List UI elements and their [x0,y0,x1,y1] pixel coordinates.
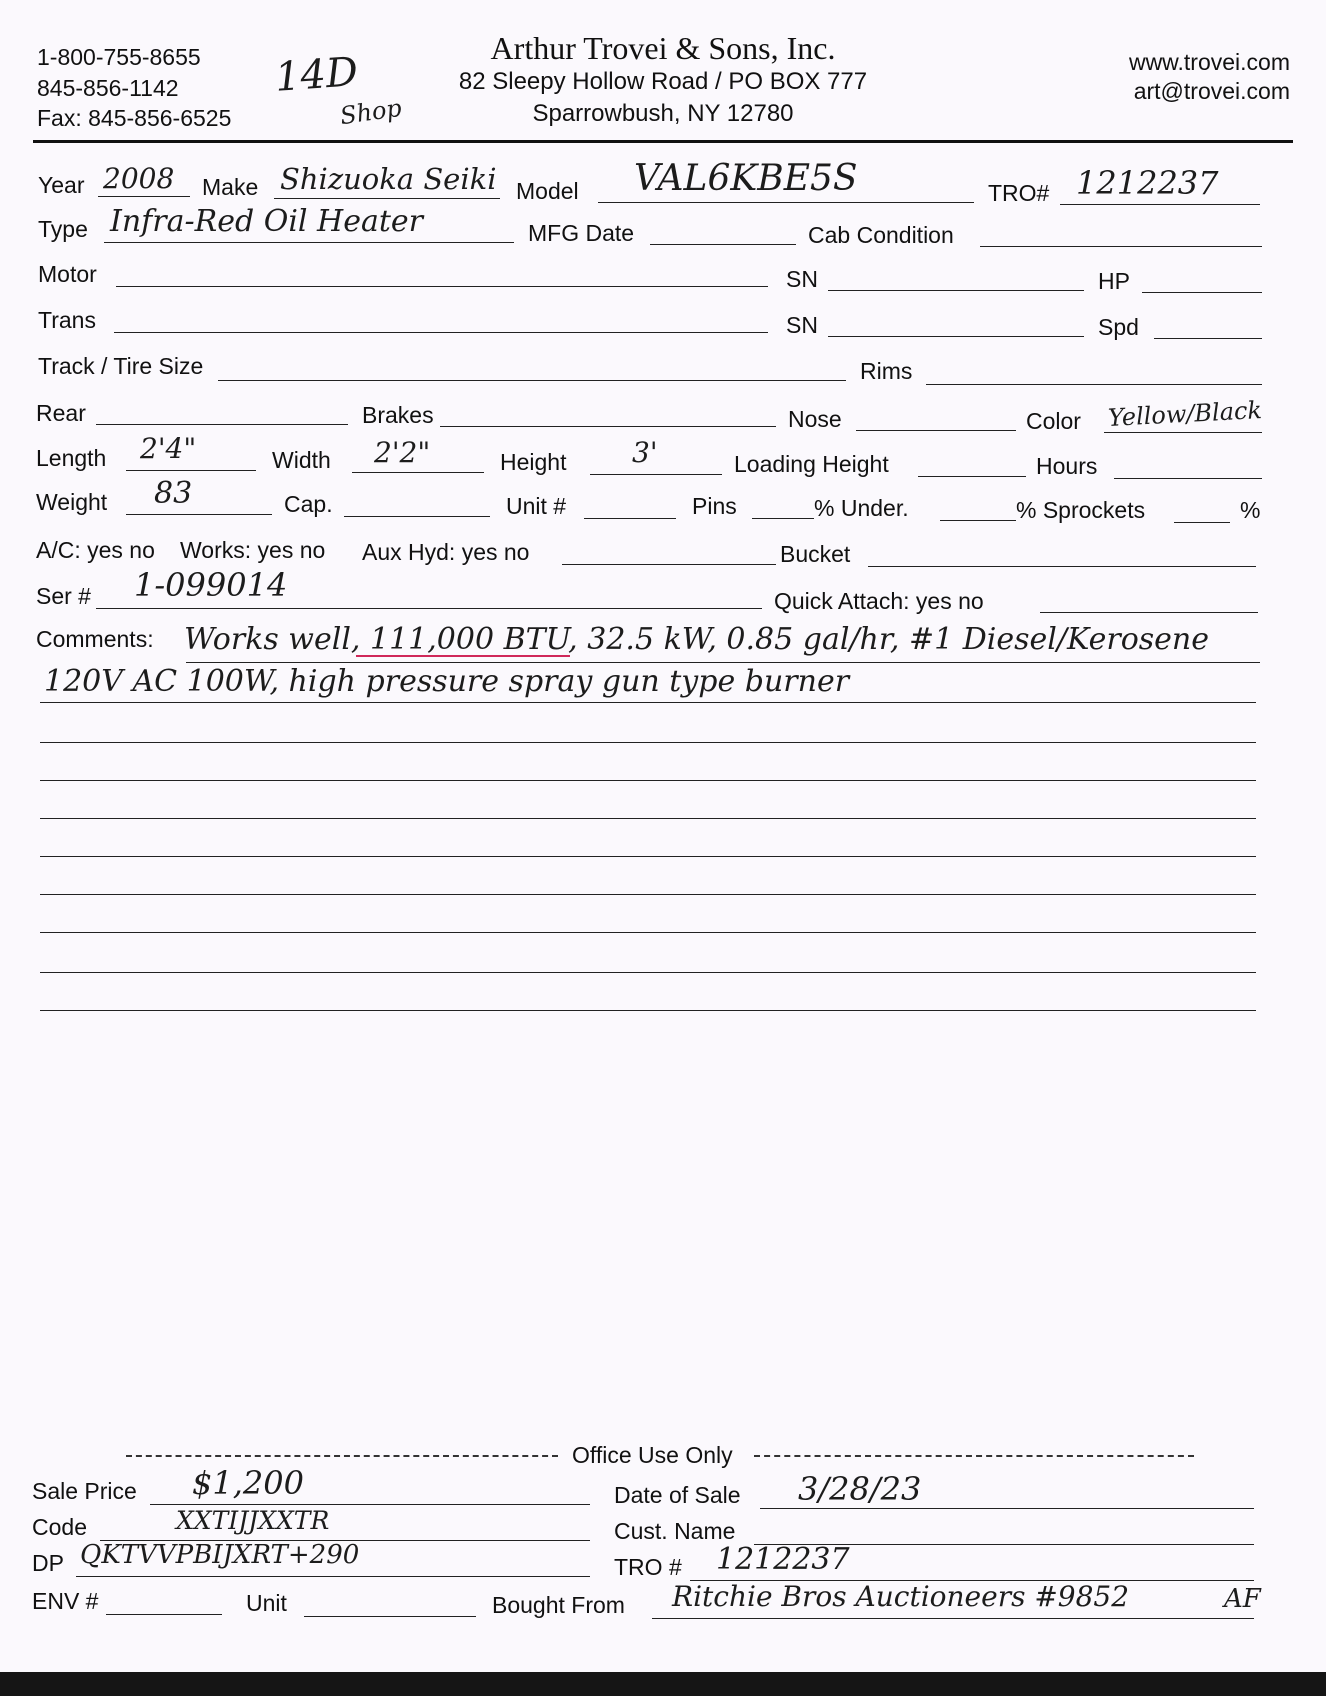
length-value: 2'4" [140,432,197,465]
bucket-field[interactable] [868,566,1256,567]
track-tire-field[interactable] [218,380,846,381]
mfg-date-label: MFG Date [528,220,635,246]
year-value: 2008 [103,162,175,195]
sale-price-label: Sale Price [32,1478,137,1504]
bucket-label: Bucket [780,541,851,567]
comment-line-4[interactable] [40,780,1256,781]
initials-value: AF [1224,1584,1261,1614]
hp-label: HP [1098,268,1130,294]
address-line-1: 82 Sleepy Hollow Road / PO BOX 777 [458,68,868,95]
cab-condition-label: Cab Condition [808,222,954,248]
unit-no-label: Unit # [506,493,567,519]
unit-label: Unit [246,1590,287,1616]
bought-from-value: Ritchie Bros Auctioneers #9852 [672,1580,1130,1613]
type-value: Infra-Red Oil Heater [110,204,423,239]
track-tire-label: Track / Tire Size [38,353,204,379]
comments-label: Comments: [36,626,154,652]
spd-field[interactable] [1154,338,1262,339]
env-no-field[interactable] [106,1614,222,1615]
color-label: Color [1026,408,1081,434]
sprockets-field[interactable] [1174,522,1230,523]
aux-hyd-field[interactable] [562,564,776,565]
unit-field[interactable] [304,1616,476,1617]
office-divider-right [754,1455,1194,1457]
handwritten-code: 14D [273,49,360,101]
tro-field[interactable] [1060,204,1260,205]
weight-field[interactable] [126,514,272,515]
rims-label: Rims [860,358,913,384]
tro-no-label: TRO # [614,1554,682,1580]
type-label: Type [38,216,88,242]
website-link[interactable]: www.trovei.com [1128,49,1290,75]
comment-line-7[interactable] [40,894,1256,895]
color-field[interactable] [1104,432,1262,433]
type-field[interactable] [104,242,514,243]
weight-label: Weight [36,489,108,515]
comment-line-6[interactable] [40,856,1256,857]
comment-line-5[interactable] [40,818,1256,819]
mfg-date-field[interactable] [650,244,796,245]
company-block [0,30,1326,130]
width-value: 2'2" [374,436,431,469]
loading-height-label: Loading Height [734,451,889,477]
brakes-label: Brakes [362,402,434,428]
rear-label: Rear [36,400,86,426]
spd-label: Spd [1098,314,1139,340]
works-label[interactable]: Works: yes no [180,537,326,563]
pct-under-label: % Under. [814,495,909,521]
loading-height-field[interactable] [918,476,1026,477]
dp-value: QKTVVPBIJXRT+290 [80,1540,360,1570]
model-label: Model [516,178,579,204]
trans-label: Trans [38,307,96,333]
company-name: Arthur Trovei & Sons, Inc. [490,30,836,66]
motor-label: Motor [38,261,97,287]
quick-attach-field[interactable] [1040,612,1258,613]
tro-no-value: 1212237 [716,1542,850,1577]
cab-condition-field[interactable] [980,246,1262,247]
code-value: XXTIJJXXTR [176,1506,330,1535]
ser-no-field[interactable] [96,608,762,609]
office-divider-left [126,1455,558,1457]
bought-from-field[interactable] [652,1618,1254,1619]
length-field[interactable] [126,470,256,471]
pins-label: Pins [692,493,737,519]
motor-field[interactable] [116,286,768,287]
dp-label: DP [32,1550,64,1576]
comment-text-1: Works well, 111,000 BTU, 32.5 kW, 0.85 gal/hr, #1 Diesel/Kerosene [184,622,1209,657]
under-field[interactable] [940,520,1016,521]
tro-value: 1212237 [1076,164,1219,202]
width-label: Width [272,447,331,473]
bought-from-label: Bought From [492,1592,625,1618]
unit-no-field[interactable] [584,518,676,519]
handwritten-location: Shop [338,93,404,131]
make-label: Make [202,174,259,200]
year-field[interactable] [98,196,190,197]
comment-line-9[interactable] [40,972,1256,973]
ac-label[interactable]: A/C: yes no [36,537,155,563]
rims-field[interactable] [926,384,1262,385]
motor-sn-label: SN [786,266,818,292]
env-no-label: ENV # [32,1588,99,1614]
width-field[interactable] [352,472,484,473]
office-use-only-heading: Office Use Only [572,1442,733,1468]
code-label: Code [32,1514,87,1540]
hours-label: Hours [1036,453,1098,479]
nose-field[interactable] [856,430,1016,431]
hp-field[interactable] [1142,292,1262,293]
header-rule [33,140,1293,143]
email-link[interactable]: art@trovei.com [1133,78,1290,104]
trans-sn-field[interactable] [828,336,1084,337]
web-contacts [1129,48,1290,106]
comment-line-8[interactable] [40,932,1256,933]
quick-attach-label[interactable]: Quick Attach: yes no [774,588,984,614]
height-label: Height [500,449,567,475]
pins-field[interactable] [752,518,814,519]
dp-field[interactable] [76,1576,590,1577]
sale-price-value: $1,200 [192,1464,304,1502]
trans-sn-label: SN [786,312,818,338]
date-of-sale-label: Date of Sale [614,1482,741,1508]
address-line-2: Sparrowbush, NY 12780 [532,100,794,127]
red-underline-mark [356,655,570,657]
height-value: 3' [632,436,658,469]
phone-2: 845-856-1142 [37,74,179,101]
cust-name-label: Cust. Name [614,1518,736,1544]
motor-sn-field[interactable] [828,290,1084,291]
comment-line-10[interactable] [40,1010,1256,1011]
rear-field[interactable] [96,424,348,425]
comment-text-2: 120V AC 100W, high pressure spray gun type burner [44,664,850,699]
cap-field[interactable] [344,516,490,517]
cap-label: Cap. [284,491,333,517]
comment-line-3[interactable] [40,742,1256,743]
date-of-sale-value: 3/28/23 [798,1470,922,1508]
model-value: VAL6KBE5S [634,158,858,199]
aux-hyd-label[interactable]: Aux Hyd: yes no [362,539,530,565]
length-label: Length [36,445,107,471]
tro-label: TRO# [988,180,1050,206]
pct-sprockets-label: % Sprockets [1016,497,1146,523]
scan-edge-bar [0,1672,1326,1696]
trans-field[interactable] [114,332,768,333]
comment-line-1[interactable] [186,662,1260,663]
date-of-sale-field[interactable] [760,1508,1254,1509]
brakes-field[interactable] [440,426,776,427]
pct-label: % [1240,497,1261,523]
year-label: Year [38,172,85,198]
make-value: Shizuoka Seiki [280,162,497,196]
comment-line-2[interactable] [40,702,1256,703]
model-field[interactable] [598,202,974,203]
make-field[interactable] [274,198,500,199]
hours-field[interactable] [1114,478,1262,479]
weight-value: 83 [154,476,193,511]
fax-number: Fax: 845-856-6525 [37,105,232,131]
ser-no-label: Ser # [36,583,91,609]
phone-1: 1-800-755-8655 [37,44,201,70]
height-field[interactable] [590,474,722,475]
sale-price-field[interactable] [150,1504,590,1505]
nose-label: Nose [788,406,842,432]
ser-no-value: 1-099014 [134,566,288,604]
color-value: Yellow/Black [1107,395,1263,433]
